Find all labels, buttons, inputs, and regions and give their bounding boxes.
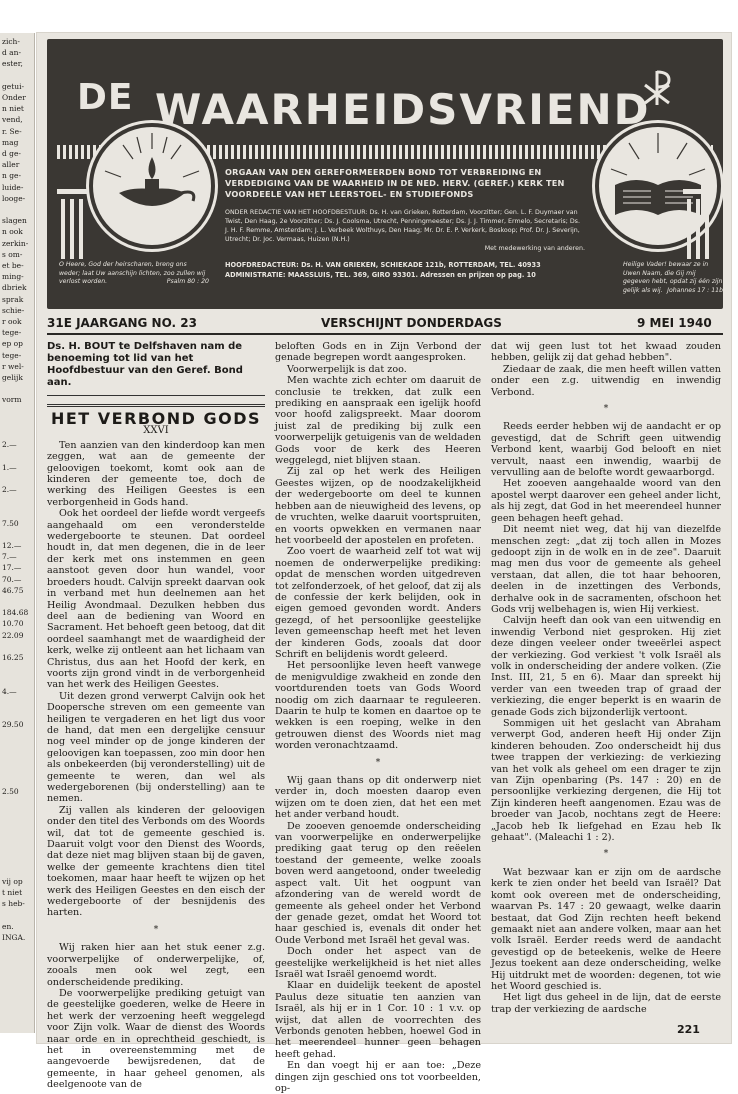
strip-fragment: Onder (2, 93, 26, 102)
paragraph: En dan voegt hij er aan toe: „Deze dingen zijn geschied ons tot voorbeelden, op- (275, 1060, 481, 1094)
section-divider: * (603, 849, 609, 860)
paragraph: Ten aanzien van den kinderdoop kan men zeggen, wat aan de gemeente der geloovigen toekomt, komt ook aan de kinderen der gemeente toe, doch de werking des Heiligen Geestes is een verborgenheid in Gods hand. (47, 439, 265, 508)
medewerking: Met medewerking van anderen. (484, 245, 585, 252)
right-pillar-ornament (683, 189, 713, 259)
strip-fragment: vij op (2, 877, 23, 886)
strip-fragment: s om- (2, 249, 23, 259)
strip-fragment: 2.— (2, 485, 17, 494)
paragraph: Wat bezwaar kan er zijn om de aardsche kerk te zien onder het beeld van Israël? Dat komt ook overeen met de onderscheiding, waarvan Ps. 147 : 20 gewaagt, welke daarin bestaat, dat God Zijn rechten heeft bekend gemaakt niet aan andere volken, maar aan het volk Israël. Eerder reeds werd de aandacht gevestigd op de beteekenis, welke de Heere Jezus toekent aan deze onderscheiding, welke Hij uitdrukt met de woorden: degenen, tot wie het Woord geschied is. (491, 866, 721, 992)
strip-fragment: 70.— (2, 574, 22, 584)
strip-fragment: et be- (2, 261, 24, 270)
strip-fragment: schie- (2, 305, 25, 315)
strip-fragment: 22.09 (2, 630, 24, 640)
strip-fragment: luide- (2, 182, 24, 192)
paragraph: Ook het oordeel der liefde wordt vergeefs aangehaald om een veronderstelde wedergeboorte te steunen. Dat oordeel houdt in, dat men degenen, die in de leer der kerk met ons instemmen en geen aanstoot geven door hun wandel, voor broeders houdt. Calvijn spreekt daarvan ook in verband met hun deelnemen aan het Heilig Avondmaal. Dezulken hebben dus deel aan de bediening van Woord en Sacrament. Het behoeft geen betoog, dat dit oordeel saamhangt met de waardigheid der kerk, welke zij ontleent aan het lichaam van Christus, dus aan het Hoofd der kerk, en voorts zijn grond vindt in de verborgenheid van het werk des Heiligen Geestes. (47, 508, 265, 691)
strip-fragment: looge- (2, 193, 26, 203)
paragraph: Wij raken hier aan het stuk eener z.g. voorwerpelijke of onderwerpelijke, of, zooals men ook wel zegt, een onderscheidende prediking. (47, 942, 265, 988)
strip-fragment: r. Se- (2, 126, 22, 136)
article-headline: HET VERBOND GODS (47, 404, 265, 424)
paragraph: Reeds eerder hebben wij de aandacht er op gevestigd, dat de Schrift geen uitwendig Verbond kent, waarbij God belooft en niet vervult, naast een inwendig, waarbij de vervulling aan de belofte wordt gewaarborgd. (491, 421, 721, 479)
strip-fragment: r wel- (2, 361, 24, 371)
strip-fragment: zich- (2, 37, 20, 46)
organ-description: ORGAAN VAN DEN GEREFORMEERDEN BOND TOT VERBREIDING EN VERDEDIGING VAN DE WAARHEID IN DE NED. HERV. (GEREF.) KERK TEN VOORDEELE VAN HET LEERSTOEL- EN STUDIEFONDS (225, 167, 565, 199)
strip-fragment: 10.70 (2, 619, 24, 629)
paragraph: Voorwerpelijk is dat zoo. (287, 363, 407, 375)
left-pillar-ornament (57, 189, 87, 259)
strip-fragment: tege- (2, 328, 22, 338)
section-divider: * (603, 404, 609, 415)
paragraph: Uit dezen grond verwerpt Calvijn ook het Doopersche streven om een gemeente van heiligen te vergaderen en het ligt dus voor de hand, dat men een dergelijke censuur nog veel minder op de jonge kinderen der geloovigen kan toepassen, zoo min door hen als onbekeerden (bij veronderstelling) uit de gemeente te weren, dan wel als wedergeborenen (bij onderstelling) aan te nemen. (47, 690, 265, 805)
strip-fragment: en. (2, 921, 14, 931)
paragraph: Men wachte zich echter om daaruit de conclusie te trekken, dat zulk een prediking en aanspraak een igelijk hoofd voor hoofd zaligspreekt. Maar doorom juist zal de prediking bij zulk een voorwerpelijk getuigenis van de weldaden Gods voor de kerk des Heeren weggelegd, niet blijven staan. (275, 375, 481, 467)
article-part-number: XXVI (143, 425, 169, 437)
masthead-waarheidsvriend: WAARHEIDSVRIEND (155, 85, 651, 134)
strip-fragment: mag (2, 137, 19, 147)
paragraph: Ziedaar de zaak, die men heeft willen vatten onder een z.g. uitwendig en inwendig Verbond. (491, 363, 721, 398)
masthead-banner (47, 39, 723, 309)
column-1 (47, 341, 265, 1091)
strip-fragment: ep op (2, 339, 23, 349)
paragraph: Het zooeven aangehaalde woord van den apostel werpt daarover een geheel ander licht, als hij zegt, dat God in het meerendeel hunner geen behagen heeft gehad. (491, 478, 721, 524)
strip-fragment: dbriek (2, 283, 27, 293)
paragraph: Doch onder het aspect van de geestelijke werkelijkheid is het niet alles Israël wat Israël genoemd wordt. (275, 946, 481, 980)
paragraph: beloften Gods en in Zijn Verbond der genade begrepen wordt aangesproken. (275, 341, 481, 364)
board-notice: Ds. H. BOUT te Delfshaven nam de benoeming tot lid van het Hoofdbestuur van den Geref. Bond aan. (47, 341, 265, 396)
strip-fragment: 184.68 (2, 608, 29, 618)
strip-fragment: r ook (2, 317, 22, 326)
john-ref: Johannes 17 : 11b (667, 286, 723, 294)
strip-fragment: 7.— (2, 552, 17, 562)
strip-fragment: sprak (2, 294, 24, 304)
strip-fragment: 12.— (2, 541, 22, 550)
strip-fragment: 46.75 (2, 585, 24, 595)
paragraph: Dit neemt niet weg, dat hij van diezelfde menschen zegt: „dat zij toch allen in Mozes gedoopt zijn in de wolk en in de zee". Daaruit mag men dus voor de gemeente als geheel verstaan, dat allen, die tot haar behooren, deelen in de inzettingen des Verbonds, derhalve ook in de sacramenten, ofschoon het Gods vrij welbehagen is, wien Hij verkiest. (491, 524, 721, 615)
section-divider: * (375, 757, 381, 768)
issue-date: 9 MEI 1940 (637, 316, 712, 330)
strip-fragment: n ge- (2, 171, 21, 181)
psalm-text: O Heere, God der heirscharen, breng ons weder; laat Uw aanschijn lichten, zoo zullen wij verlost worden. (59, 261, 206, 285)
strip-fragment: slagen (2, 216, 27, 226)
chi-rho-icon (637, 67, 677, 107)
strip-fragment: 1.— (2, 462, 17, 472)
paragraph: De zooeven genoemde onderscheiding van voorwerpelijke en onderwerpelijke prediking gaat terug op den reëelen toestand der gemeente, welke zooals boven werd aangetoond, onder tweeledig aspect valt. Uit het oogpunt van afzondering van de wereld wordt de gemeente als geheel onder het Verbond der genade gezet, omdat het Woord tot haar geschied is, evenals dit onder het Oude Verbond met Israël het geval was. (275, 820, 481, 946)
strip-fragment: 2.— (2, 440, 17, 450)
john-text: Heilige Vader! bewaar ze in Uwen Naam, die Gij mij gegeven hebt, opdat zij één zijn gelijk als wij. (623, 261, 723, 294)
strip-fragment: t niet (2, 888, 23, 898)
paragraph: Calvijn heeft dan ook van een uitwendig en inwendig Verbond niet gesproken. Hij ziet deze dingen veeleer onder tweeërlei aspect der verkiezing. God verkiest 't volk Israël als volk in onderscheiding der andere volken. (Zie Inst. III, 21, 5 en 6). Maar dan spreekt hij verder van een tweeden trap of graad der verkiezing, die enger beperkt is en waarin de genade Gods zich bijzonderlijk vertoont. (491, 615, 721, 718)
strip-fragment: s heb- (2, 899, 25, 909)
paragraph: Het persoonlijke leven heeft vanwege de menigvuldige zwakheid en zonde den voortdurenden toets van Gods Woord noodig om zich daarnaar te reguleeren. Daarin te hulp te komen en daartoe op te wekken is een roeping, welke in den getrouwen dienst des Woords niet mag worden veronachtzaamd. (275, 660, 481, 752)
masthead-de: DE (77, 77, 134, 118)
strip-fragment: ester, (2, 59, 23, 69)
strip-fragment: INGA. (2, 933, 26, 942)
hoofdredacteur: HOOFDREDACTEUR: Ds. H. VAN GRIEKEN, SCHIEKADE 121b, ROTTERDAM, TEL. 40933 (225, 261, 541, 269)
strip-fragment: tege- (2, 350, 22, 360)
strip-fragment: d ge- (2, 149, 21, 158)
dateline-bar (47, 313, 723, 335)
strip-fragment: aller (2, 160, 20, 170)
newspaper-page (37, 33, 731, 1094)
strip-fragment: vorm (2, 395, 22, 405)
paragraph: Het ligt dus geheel in de lijn, dat de eerste trap der verkiezing de aardsche (491, 992, 721, 1015)
strip-fragment: 16.25 (2, 653, 24, 662)
strip-fragment: getui- (2, 81, 25, 91)
section-divider: * (153, 924, 159, 935)
oil-lamp-icon (93, 127, 211, 245)
column-3 (491, 341, 721, 1015)
page-number: 221 (677, 1023, 700, 1036)
paragraph: Zij vallen als kinderen der geloovigen onder den titel des Verbonds om des Woords wil, dat tot de gemeente geschied is. Daaruit volgt voor den Dienst des Woords, dat deze niet mag blijven staan bij de gaven, welke der gemeente krachtens dien titel toekomen, maar haar heeft te wijzen op het werk des Heiligen Geestes en den eisch der wedergeboorte of der besnijdenis des harten. (47, 804, 265, 919)
paragraph: dat wij geen lust tot het kwaad zouden hebben, gelijk zij dat gehad hebben". (491, 341, 721, 364)
paragraph: Wij gaan thans op dit onderwerp niet verder in, doch moesten daarop even wijzen om te doen zien, dat het een met het ander verband houdt. (275, 775, 481, 821)
administratie: ADMINISTRATIE: MAASSLUIS, TEL. 369, GIRO 93301. Adressen en prijzen op pag. 10 (225, 271, 536, 279)
psalm-quote (59, 261, 209, 287)
strip-fragment: 29.50 (2, 720, 24, 730)
strip-fragment: vend, (2, 115, 23, 125)
strip-fragment: n ook (2, 227, 23, 237)
paragraph: Zij zal op het werk des Heiligen Geestes wijzen, op de noodzakelijkheid der wedergeboorte om deel te kunnen hebben aan de nieuwigheid des levens, op de vruchten, welke daaruit voortspruiten, en voorts opwekken en vermanen naar het voorbeeld der apostelen en profeten. (275, 466, 481, 546)
strip-fragment: 2.50 (2, 787, 19, 797)
strip-fragment: gelijk (2, 373, 23, 382)
john-quote (623, 261, 723, 295)
editorial-board: ONDER REDACTIE VAN HET HOOFDBESTUUR: Ds. H. van Grieken, Rotterdam, Voorzitter; Gen. L. F. Duymaer van Twist, Den Haag, 2e Voorzitter; Ds. J. Coolsma, Utrecht, Penningmeester; Ds. J. J. Timmer, Ermelo, Secretaris; Ds. J. H. F. Remme, Amsterdam; J. L. Verbeek Wolthuys, Den Haag; Mr. Dr. E. P. Verkerk, Boskoop; Prof. Dr. J. Severijn, Utrecht; Dr. Joc. Vermaas, Huizen (N.H.) (225, 209, 580, 243)
paragraph: Klaar en duidelijk teekent de apostel Paulus deze situatie ten aanzien van Israël, als hij er in 1 Cor. 10 : 1 v.v. op wijst, dat allen de voorrechten des Verbonds genoten hebben, hoewel God in het meerendeel hunner geen behagen heeft gehad. (275, 980, 481, 1060)
lamp-medallion (89, 123, 215, 249)
column-2 (275, 341, 481, 1094)
paragraph: Sommigen uit het geslacht van Abraham verwerpt God, anderen heeft Hij onder Zijn kinderen behouden. Zoo onderscheidt hij dus twee trappen der verkiezing: de verkiezing van het volk als geheel om een drager te zijn van Zijn openbaring (Ps. 147 : 20) en de persoonlijke verkiezing dergenen, die Hij tot Zijn kinderen heeft aangenomen. Ezau was de broeder van Jacob, nochtans zegt de Heere: „Jacob heb Ik liefgehad en Ezau heb Ik gehaat". (Maleachi 1 : 2). (491, 718, 721, 844)
strip-fragment: d an- (2, 48, 22, 58)
paragraph: Zoo voert de waarheid zelf tot wat wij noemen de onderwerpelijke prediking: opdat de menschen worden uitgedreven tot zelfonderzoek, of het geloof, dat zij als de confessie der kerk belijden, ook in eigen gemoed gevonden wordt. Anders gezegd, of het persoonlijke geestelijke leven gemeenschap heeft met het leven der kinderen Gods, zooals dat door Schrift en belijdenis wordt geleerd. (275, 546, 481, 660)
strip-fragment: 7.50 (2, 518, 19, 528)
adjacent-page-strip (0, 33, 35, 1033)
strip-fragment: 4.— (2, 686, 17, 696)
psalm-ref: Psalm 80 : 20 (166, 278, 209, 285)
paragraph: De voorwerpelijke prediking getuigt van de geestelijke goederen, welke de Heere in het werk der verzoening heeft weggelegd voor Zijn volk. Waar de dienst des Woords naar orde en in oprechtheid geschiedt, is het in overeenstemming met de aangevoerde bewijsredenen, dat de gemeente, in haar geheel genomen, als deelgenoote van de (47, 987, 265, 1091)
strip-fragment: zerkin- (2, 238, 29, 248)
strip-fragment: ming- (2, 272, 24, 282)
publication-frequency: VERSCHIJNT DONDERDAGS (321, 316, 502, 330)
volume-number: 31E JAARGANG NO. 23 (47, 316, 197, 330)
strip-fragment: n niet (2, 104, 24, 114)
strip-fragment: 17.— (2, 563, 22, 573)
masthead-text-block (225, 167, 585, 280)
